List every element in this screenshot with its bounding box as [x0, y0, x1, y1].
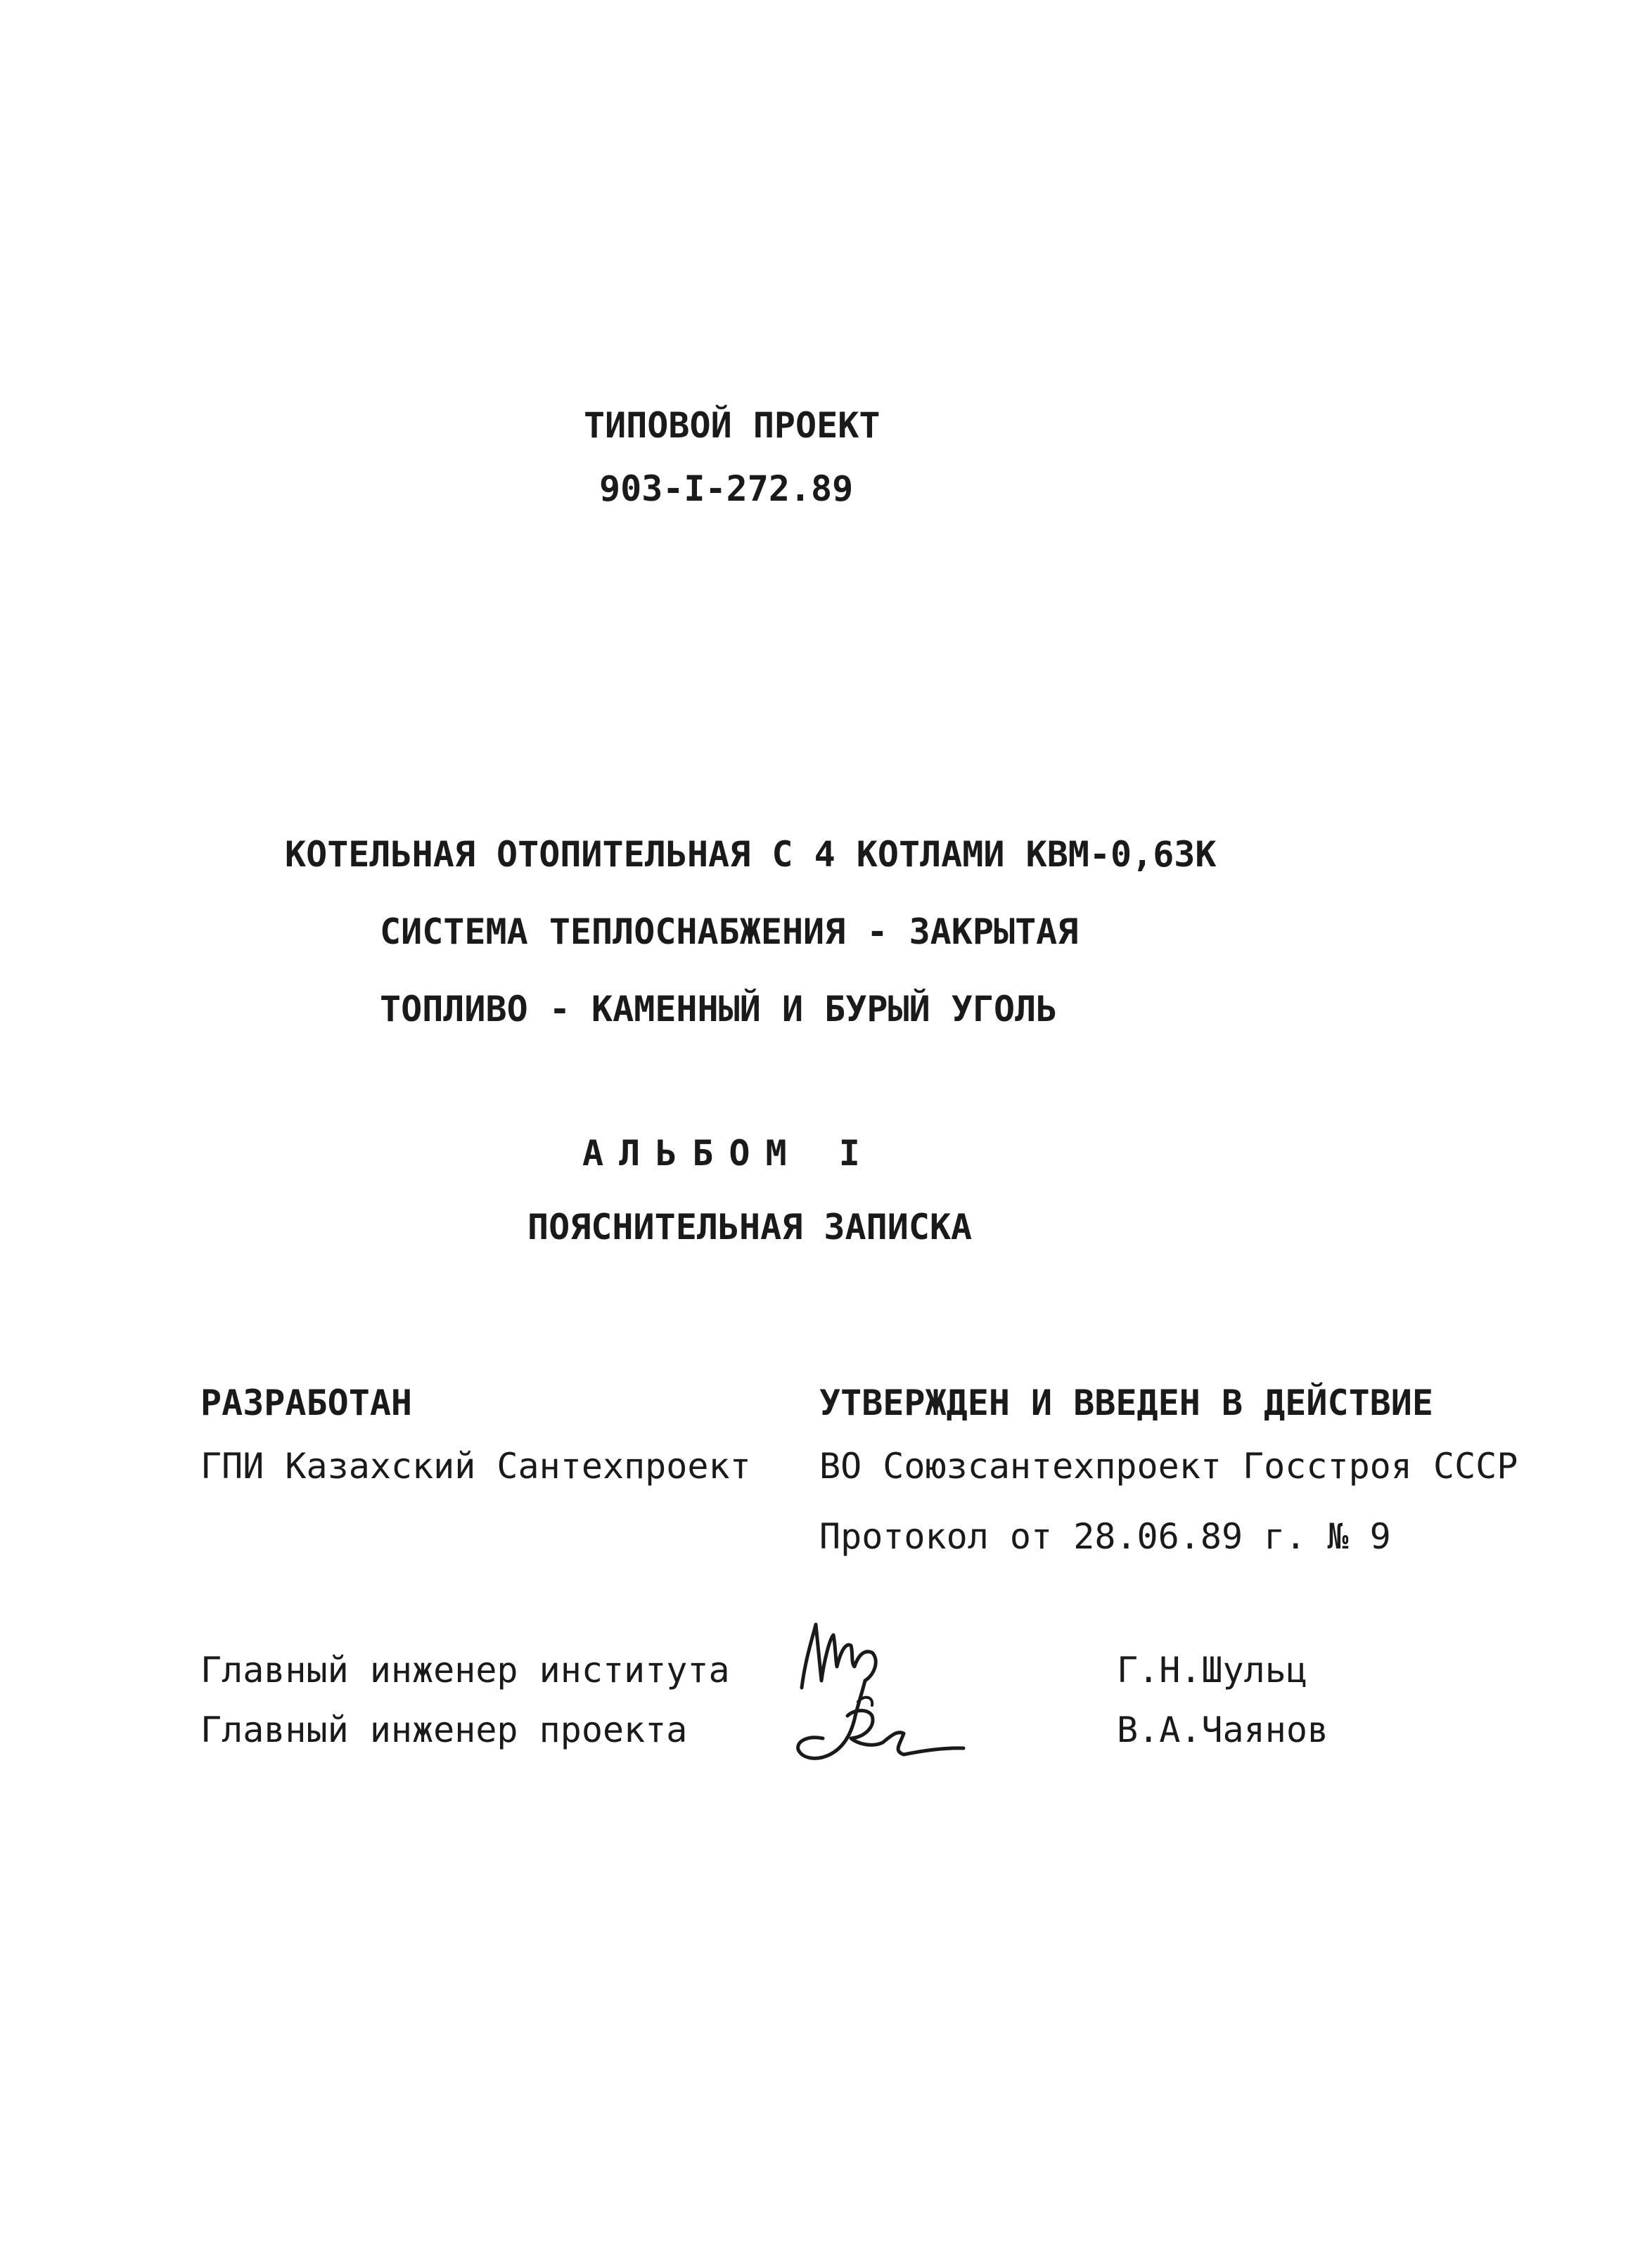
project-number: 903-I-272.89: [599, 468, 854, 509]
developed-label: РАЗРАБОТАН: [200, 1383, 413, 1423]
subject-line-2: СИСТЕМА ТЕПЛОСНАБЖЕНИЯ - ЗАКРЫТАЯ: [380, 911, 1079, 952]
signatory-name-1: Г.Н.Шульц: [1117, 1650, 1307, 1691]
approved-org: ВО Союзсантехпроект Госстроя СССР: [819, 1446, 1518, 1487]
signatory-role-2: Главный инженер проекта: [200, 1710, 688, 1750]
approved-protocol: Протокол от 28.06.89 г. № 9: [819, 1516, 1391, 1557]
album-subtitle: ПОЯСНИТЕЛЬНАЯ ЗАПИСКА: [527, 1207, 973, 1248]
signature-image: [781, 1610, 978, 1807]
subject-line-3: ТОПЛИВО - КАМЕННЫЙ И БУРЫЙ УГОЛЬ: [380, 989, 1058, 1030]
signatory-role-1: Главный инженер института: [200, 1650, 730, 1691]
album-title: АЛЬБОМ I: [582, 1133, 876, 1174]
project-type: ТИПОВОЙ ПРОЕКТ: [584, 405, 881, 446]
subject-line-1: КОТЕЛЬНАЯ ОТОПИТЕЛЬНАЯ С 4 КОТЛАМИ КВМ-0,63К: [285, 834, 1217, 875]
approved-label: УТВЕРЖДЕН И ВВЕДЕН В ДЕЙСТВИЕ: [819, 1383, 1433, 1423]
developed-org: ГПИ Казахский Сантехпроект: [200, 1446, 751, 1487]
signatory-name-2: В.А.Чаянов: [1117, 1710, 1329, 1750]
